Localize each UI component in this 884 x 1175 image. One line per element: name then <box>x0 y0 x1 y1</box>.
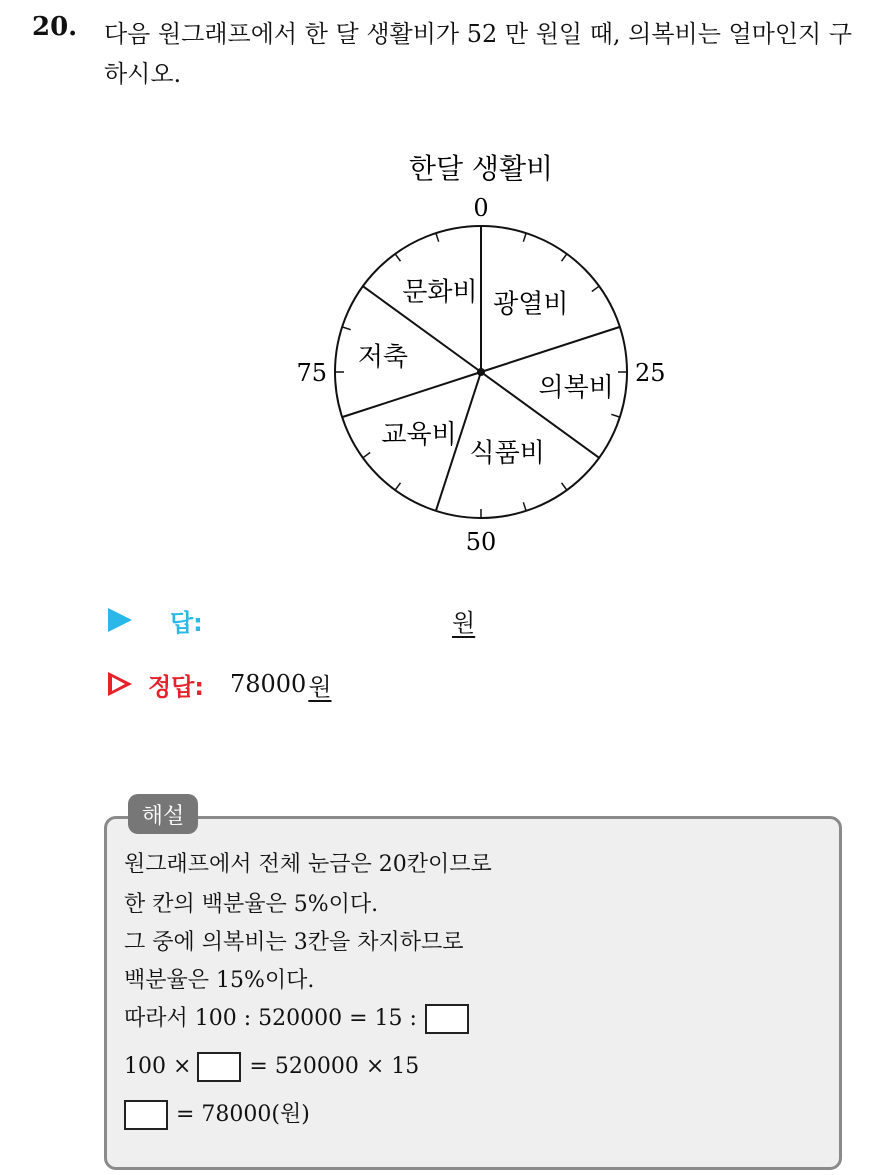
tick-mark <box>395 254 400 261</box>
correct-row <box>108 664 332 704</box>
slice-label: 문화비 <box>402 277 478 308</box>
scale-label: 50 <box>465 528 497 556</box>
tick-mark <box>363 453 370 458</box>
pie-group <box>296 194 665 556</box>
tick-mark <box>592 286 599 291</box>
answer-row <box>108 600 203 640</box>
slice-label: 식품비 <box>469 438 545 469</box>
solution-line-6 <box>124 1050 419 1084</box>
answer-unit: 원 <box>452 609 476 637</box>
center-dot <box>477 368 485 376</box>
tick-mark <box>523 233 526 242</box>
slice-divider <box>342 372 481 417</box>
slice-label: 저축 <box>357 342 409 373</box>
solution-line-6a: 100 × <box>124 1054 192 1079</box>
scale-label: 0 <box>473 194 489 222</box>
solution-tab: 해설 <box>128 794 198 834</box>
question-number: 20. <box>32 12 78 42</box>
chart-title: 한달 생활비 <box>408 152 554 185</box>
tick-mark <box>562 483 567 490</box>
tick-mark <box>562 254 567 261</box>
scale-label: 75 <box>296 359 327 387</box>
solution-line-5 <box>124 1002 469 1036</box>
pie-chart <box>280 140 680 570</box>
solution-line-3: 그 중에 의복비는 3칸을 차지하므로 <box>124 930 464 955</box>
slice-label: 교육비 <box>381 419 457 450</box>
blank-box <box>425 1004 469 1034</box>
tick-mark <box>523 502 526 511</box>
slice-label: 의복비 <box>538 373 614 404</box>
solution-line-4: 백분율은 15%이다. <box>124 968 315 993</box>
correct-value: 78000 <box>229 670 307 698</box>
question-text: 다음 원그래프에서 한 달 생활비가 52 만 원일 때, 의복비는 얼마인지 구하시오. <box>104 20 853 88</box>
outline-triangle-icon <box>108 672 132 696</box>
slice-label: 광열비 <box>493 289 569 320</box>
solution-line-7 <box>124 1098 310 1132</box>
blank-box <box>197 1052 241 1082</box>
correct-label: 정답: <box>148 672 204 701</box>
blank-box <box>124 1100 168 1130</box>
tick-mark <box>611 414 620 417</box>
tick-mark <box>342 327 351 330</box>
play-triangle-icon <box>108 608 132 632</box>
answer-label: 답: <box>170 608 203 637</box>
tick-mark <box>395 483 400 490</box>
solution-line-1: 원그래프에서 전체 눈금은 20칸이므로 <box>124 852 492 877</box>
scale-label: 25 <box>635 359 666 387</box>
correct-unit: 원 <box>308 672 332 701</box>
solution-line-5-text: 따라서 100 : 520000 = 15 : <box>124 1006 417 1031</box>
solution-line-2: 한 칸의 백분율은 5%이다. <box>124 892 379 917</box>
slice-divider <box>481 327 620 372</box>
tick-mark <box>436 233 439 242</box>
solution-line-6b: = 520000 × 15 <box>249 1054 420 1079</box>
solution-line-7-text: = 78000(원) <box>176 1102 310 1127</box>
